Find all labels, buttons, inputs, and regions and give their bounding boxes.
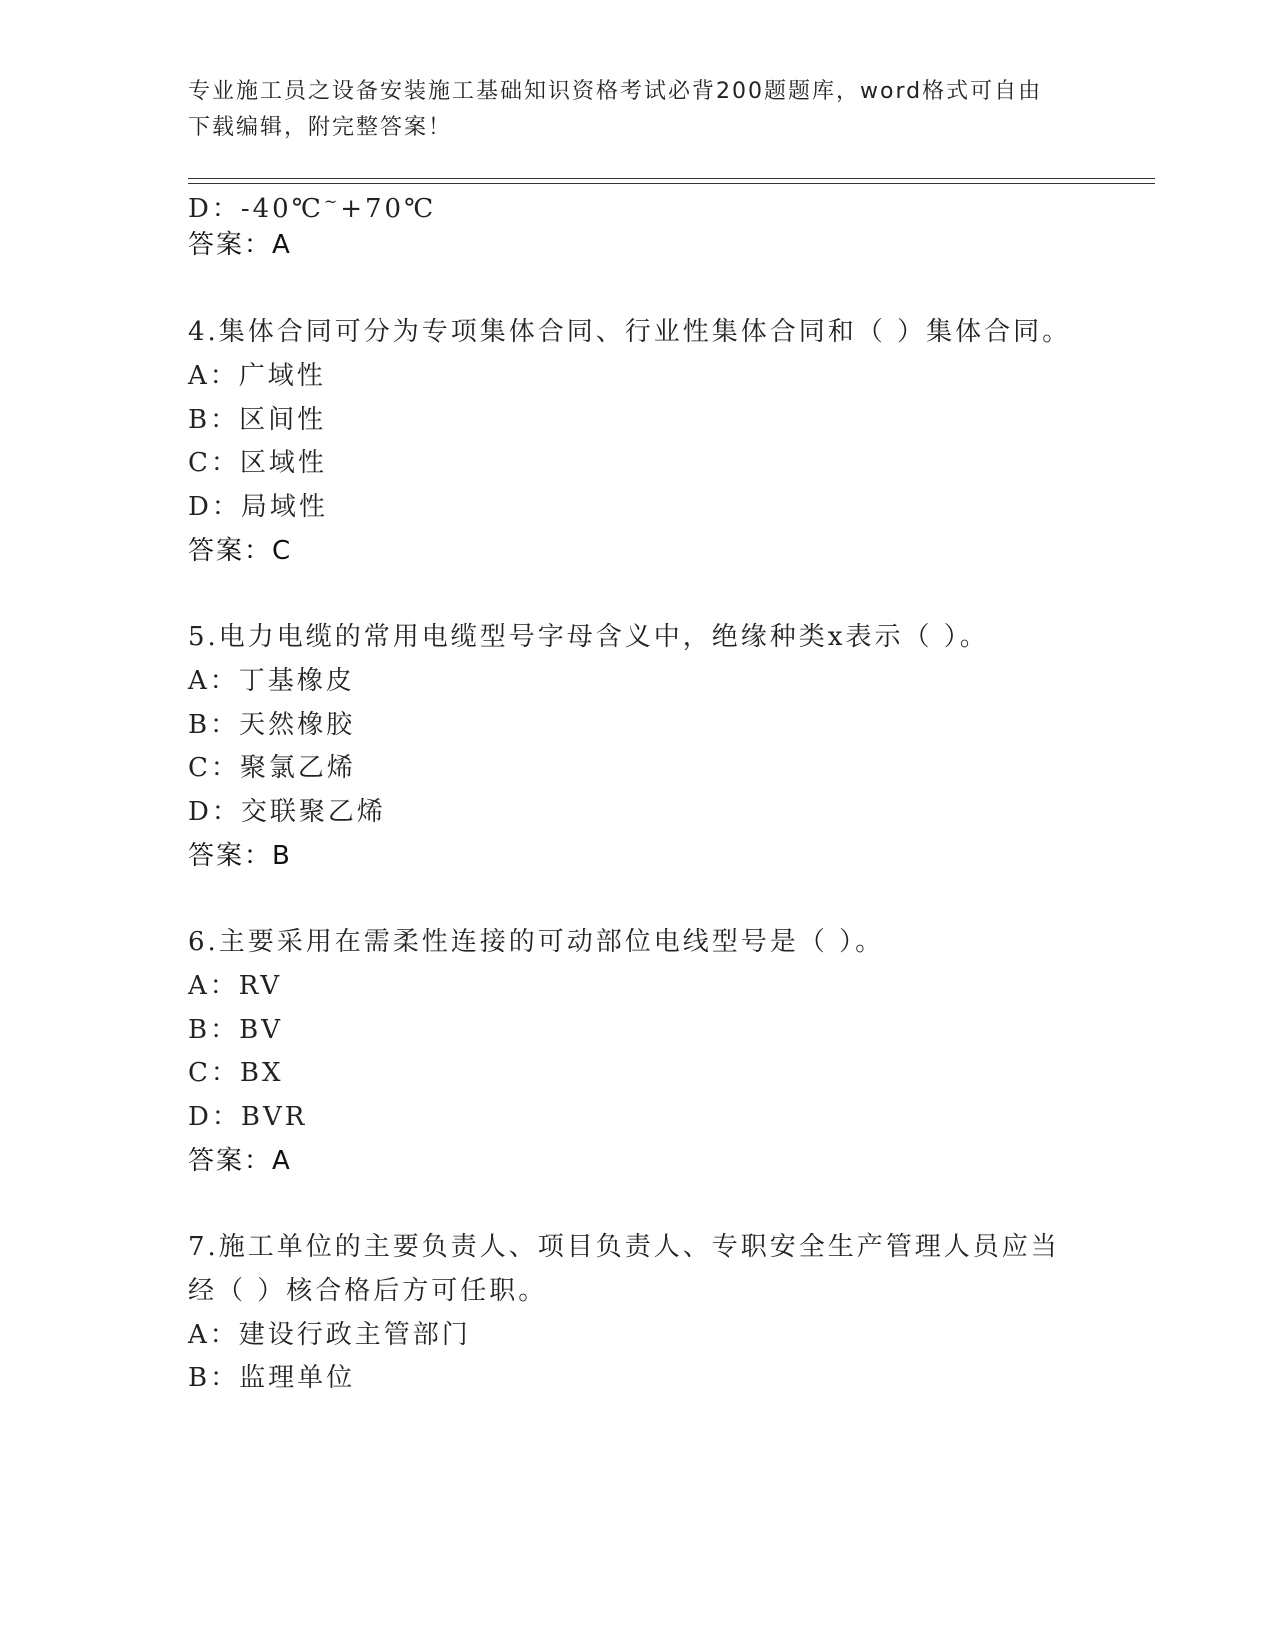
q5-option-c: C：聚氯乙烯 [188,753,356,783]
q6-option-a: A：RV [188,971,283,1001]
q7-option-a: A：建设行政主管部门 [188,1320,471,1350]
header-divider-bottom [188,183,1155,184]
q4-option-d: D：局域性 [188,492,328,522]
q5-answer: 答案：B [188,841,292,871]
q5-stem: 5.电力电缆的常用电缆型号字母含义中，绝缘种类x表示（ ）。 [188,622,989,652]
q3-option-d [188,186,436,225]
q7-stem-line-2: 经（ ）核合格后方可任职。 [188,1276,548,1306]
q6-option-c: C：BX [188,1058,284,1088]
q3-option-d-tilde: ~ [323,192,341,211]
q5-option-a: A：丁基橡皮 [188,666,355,696]
q6-option-b: B：BV [188,1015,283,1045]
q5-option-d: D：交联聚乙烯 [188,797,386,827]
document-header [188,74,1088,146]
header-title-line-1: 专业施工员之设备安装施工基础知识资格考试必背200题题库，word格式可自由 [188,79,1043,104]
q4-answer: 答案：C [188,536,293,566]
q3-option-d-suffix: +70℃ [340,194,437,224]
q7-stem-line-1: 7.施工单位的主要负责人、项目负责人、专职安全生产管理人员应当 [188,1232,1060,1262]
q3-answer: 答案：A [188,230,292,260]
q4-option-a: A：广域性 [188,361,326,391]
q7-option-b: B：监理单位 [188,1363,356,1393]
header-divider-top [188,178,1155,179]
q6-answer: 答案：A [188,1146,292,1176]
q6-stem: 6.主要采用在需柔性连接的可动部位电线型号是（ ）。 [188,927,885,957]
q5-option-b: B：天然橡胶 [188,710,356,740]
q4-option-b: B：区间性 [188,405,327,435]
q4-option-c: C：区域性 [188,448,327,478]
q6-option-d: D：BVR [188,1102,308,1132]
q4-stem: 4.集体合同可分为专项集体合同、行业性集体合同和（ ）集体合同。 [188,317,1072,347]
header-title-line-2: 下载编辑，附完整答案！ [188,115,453,140]
q3-option-d-prefix: D：-40℃ [188,194,324,224]
